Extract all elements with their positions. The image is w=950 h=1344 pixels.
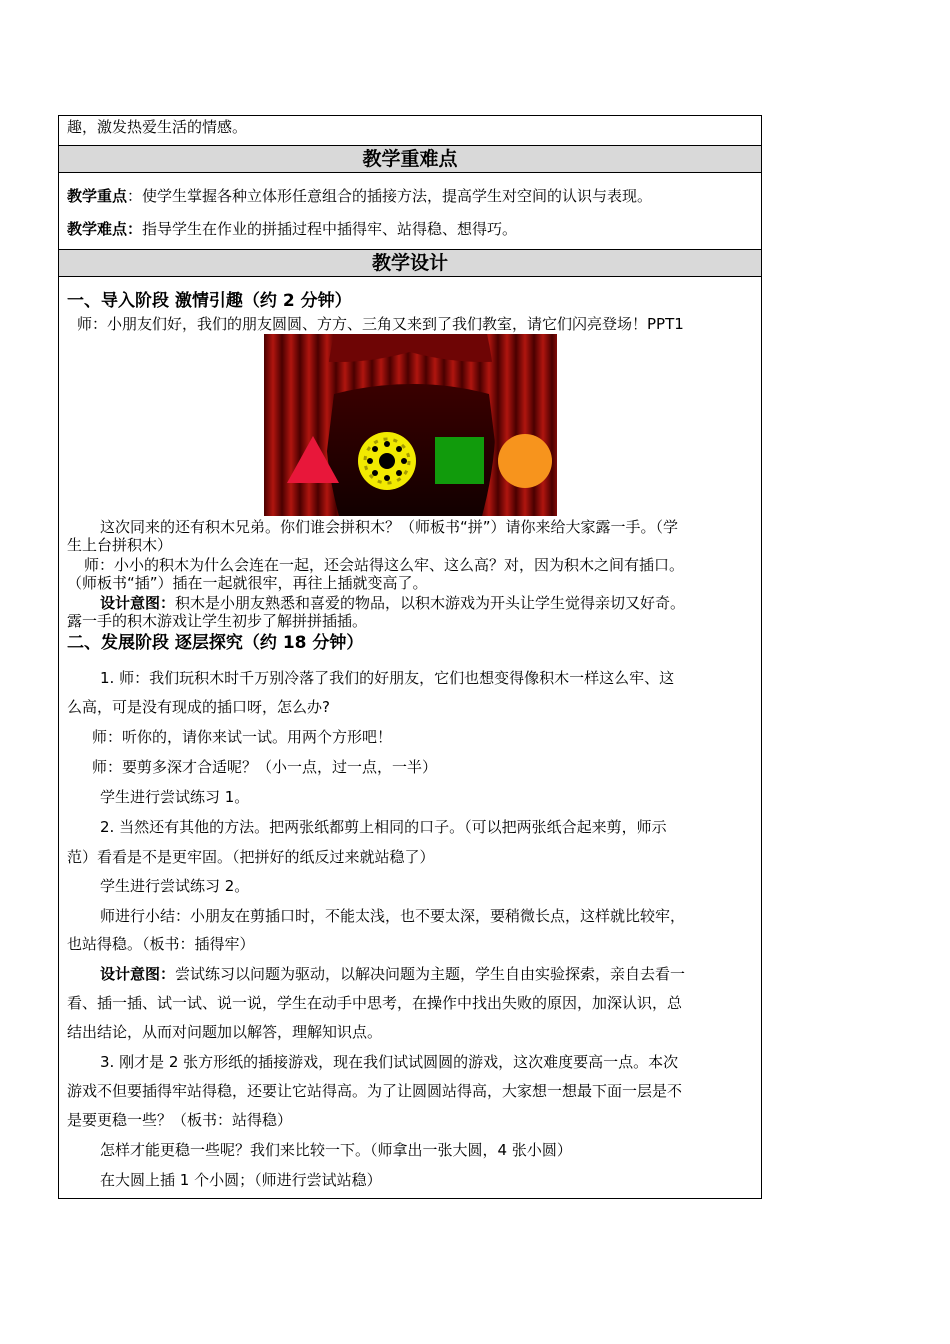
focus-line bbox=[67, 188, 652, 204]
paragraph-line: 游戏不但要插得牢站得稳，还要让它站得高。为了让圆圆站得高，大家想一想最下面一层是不 bbox=[67, 1082, 683, 1100]
paragraph-line: 师：听你的，请你来试一试。用两个方形吧！ bbox=[92, 728, 393, 746]
paragraph-line: 师：要剪多深才合适呢？（小一点，过一点，一半） bbox=[92, 758, 438, 776]
section-header-key-points: 教学重难点 bbox=[59, 146, 761, 172]
paragraph-line: 么高，可是没有现成的插口呀，怎么办? bbox=[67, 698, 330, 716]
paragraph-line: 3. 刚才是 2 张方形纸的插接游戏，现在我们试试圆圆的游戏，这次难度要高一点。本次 bbox=[100, 1053, 679, 1071]
stage2-heading: 二、发展阶段 逐层探究（约 18 分钟） bbox=[67, 633, 364, 653]
design-intent-2 bbox=[100, 966, 685, 982]
intent-label: 设计意图： bbox=[100, 965, 176, 983]
paragraph-line: 这次同来的还有积木兄弟。你们谁会拼积木？（师板书“拼”）请你来给大家露一手。（学 bbox=[100, 518, 679, 536]
paragraph-line: 1. 师：我们玩积木时千万别冷落了我们的好朋友，它们也想变得像积木一样这么牢、这 bbox=[100, 669, 675, 687]
paragraph-line: 师进行小结：小朋友在剪插口时，不能太浅，也不要太深，要稍微长点，这样就比较牢， bbox=[100, 907, 686, 925]
paragraph-line: 生上台拼积木） bbox=[67, 536, 173, 554]
paragraph-line: 学生进行尝试练习 2。 bbox=[100, 877, 250, 895]
continued-text: 趣，激发热爱生活的情感。 bbox=[67, 118, 248, 136]
focus-text: ：使学生掌握各种立体形任意组合的插接方法，提高学生对空间的认识与表现。 bbox=[127, 187, 653, 205]
paragraph-line: 是要更稳一些？（板书：站得稳） bbox=[67, 1111, 293, 1129]
paragraph-line: 怎样才能更稳一些呢？我们来比较一下。（师拿出一张大圆，4 张小圆） bbox=[100, 1141, 572, 1159]
paragraph-line: 学生进行尝试练习 1。 bbox=[100, 788, 250, 806]
stage1-intro: 师：小朋友们好，我们的朋友圆圆、方方、三角又来到了我们教室，请它们闪亮登场！PPT1 bbox=[77, 315, 684, 333]
square-shape bbox=[435, 437, 484, 484]
paragraph-line: （师板书“插”）插在一起就很牢，再往上插就变高了。 bbox=[67, 574, 428, 592]
gear-shape bbox=[358, 432, 416, 490]
difficulty-line bbox=[67, 221, 517, 237]
paragraph-line: 结出结论，从而对问题加以解答，理解知识点。 bbox=[67, 1023, 383, 1041]
divider bbox=[59, 276, 761, 277]
stage-curtain-image bbox=[264, 334, 557, 516]
focus-label: 教学重点 bbox=[67, 187, 128, 205]
paragraph-line: 看、插一插、试一试、说一说，学生在动手中思考，在操作中找出失败的原因，加深认识，总 bbox=[67, 994, 683, 1012]
difficulty-text: 指导学生在作业的拼插过程中插得牢、站得稳、想得巧。 bbox=[142, 220, 518, 238]
design-intent-1 bbox=[100, 595, 685, 611]
section-header-design: 教学设计 bbox=[59, 250, 761, 276]
intent-label: 设计意图： bbox=[100, 594, 176, 612]
stage1-heading: 一、导入阶段 激情引趣（约 2 分钟） bbox=[67, 291, 352, 311]
paragraph-line: 2. 当然还有其他的方法。把两张纸都剪上相同的口子。（可以把两张纸合起来剪，师示 bbox=[100, 818, 667, 836]
paragraph-line: 露一手的积木游戏让学生初步了解拼拼插插。 bbox=[67, 612, 368, 630]
paragraph-line: 在大圆上插 1 个小圆；（师进行尝试站稳） bbox=[100, 1171, 382, 1189]
lesson-plan-table bbox=[58, 115, 762, 1199]
paragraph-line: 也站得稳。（板书：插得牢） bbox=[67, 935, 255, 953]
divider bbox=[59, 172, 761, 173]
intent-text: 尝试练习以问题为驱动，以解决问题为主题，学生自由实验探索，亲自去看一 bbox=[175, 965, 686, 983]
circle-shape bbox=[498, 434, 552, 488]
difficulty-label: 教学难点： bbox=[67, 220, 143, 238]
curtain-illustration bbox=[264, 334, 557, 516]
paragraph-line: 师：小小的积木为什么会连在一起，还会站得这么牢、这么高？对，因为积木之间有插口。 bbox=[84, 556, 685, 574]
intent-text: 积木是小朋友熟悉和喜爱的物品，以积木游戏为开头让学生觉得亲切又好奇。 bbox=[175, 594, 686, 612]
paragraph-line: 范）看看是不是更牢固。（把拼好的纸反过来就站稳了） bbox=[67, 848, 435, 866]
